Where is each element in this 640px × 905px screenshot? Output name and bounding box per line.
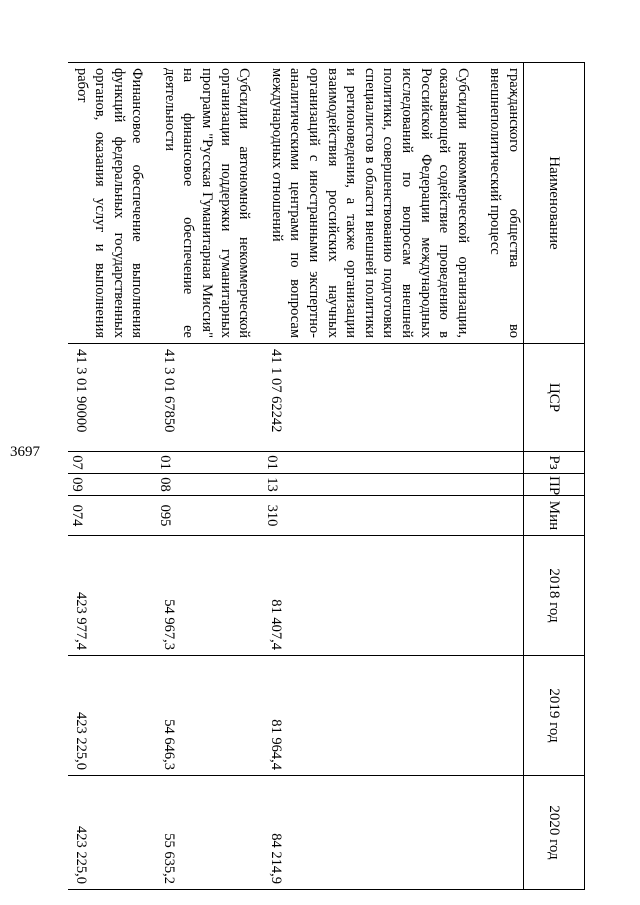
row-min: 074: [68, 496, 156, 536]
row-2018: [482, 536, 524, 656]
row-name: Субсидии автономной некоммерческой организации поддержки гуманитарных программ "Русская Гуманитарная Миссия" на финансовое обеспечение ее деятельности: [156, 63, 263, 344]
row-csr: [482, 344, 524, 452]
table-row: [482, 63, 524, 890]
row-pr: 13: [263, 474, 482, 496]
header-2020: 2020 год: [524, 776, 585, 890]
row-name: Финансовое обеспечение выполнения функций федеральных государственных органов, оказания услуг и выполнения работ: [68, 63, 156, 344]
row-2020: 423 225,0: [68, 776, 156, 890]
rotated-table-container: [66, 62, 585, 889]
row-csr: 41 1 07 62242: [263, 344, 482, 452]
row-2020: 84 214,9: [263, 776, 482, 890]
header-name: Наименование: [524, 63, 585, 344]
row-2018: 423 977,4: [68, 536, 156, 656]
row-2019: 81 964,4: [263, 656, 482, 776]
row-csr: 41 3 01 67850: [156, 344, 263, 452]
table-row: [68, 63, 156, 890]
row-2019: 54 646,3: [156, 656, 263, 776]
table-row: [263, 63, 482, 890]
row-pr: 08: [156, 474, 263, 496]
row-csr: 41 3 01 90000: [68, 344, 156, 452]
header-2018: 2018 год: [524, 536, 585, 656]
row-2018: 54 967,3: [156, 536, 263, 656]
row-rz: 01: [263, 452, 482, 474]
row-min: 095: [156, 496, 263, 536]
page-number: 3697: [10, 444, 40, 460]
row-rz: [482, 452, 524, 474]
header-row: [524, 63, 585, 890]
row-2018: 81 407,4: [263, 536, 482, 656]
table-row: [156, 63, 263, 890]
row-2020: 55 635,2: [156, 776, 263, 890]
row-name: Субсидии некоммерческой организации, оказывающей содействие проведению в Российской Федерации международных исследований по вопросам внешней политики, совершенствованию подготовки специалистов в области внешней политики и регионоведения, а также организации взаимодействия российских научных организаций с иностранными экспертно-аналитическими центрами по вопросам международных отношений: [263, 63, 482, 344]
row-rz: 01: [156, 452, 263, 474]
header-rz: Рз: [524, 452, 585, 474]
row-2019: [482, 656, 524, 776]
row-2019: 423 225,0: [68, 656, 156, 776]
header-min: Мин: [524, 496, 585, 536]
row-rz: 07: [68, 452, 156, 474]
row-2020: [482, 776, 524, 890]
row-pr: 09: [68, 474, 156, 496]
budget-table: [68, 62, 585, 890]
row-min: 310: [263, 496, 482, 536]
row-min: [482, 496, 524, 536]
row-pr: [482, 474, 524, 496]
header-2019: 2019 год: [524, 656, 585, 776]
header-csr: ЦСР: [524, 344, 585, 452]
row-name: гражданского общества во внешнеполитический процесс: [482, 63, 524, 344]
header-pr: ПР: [524, 474, 585, 496]
